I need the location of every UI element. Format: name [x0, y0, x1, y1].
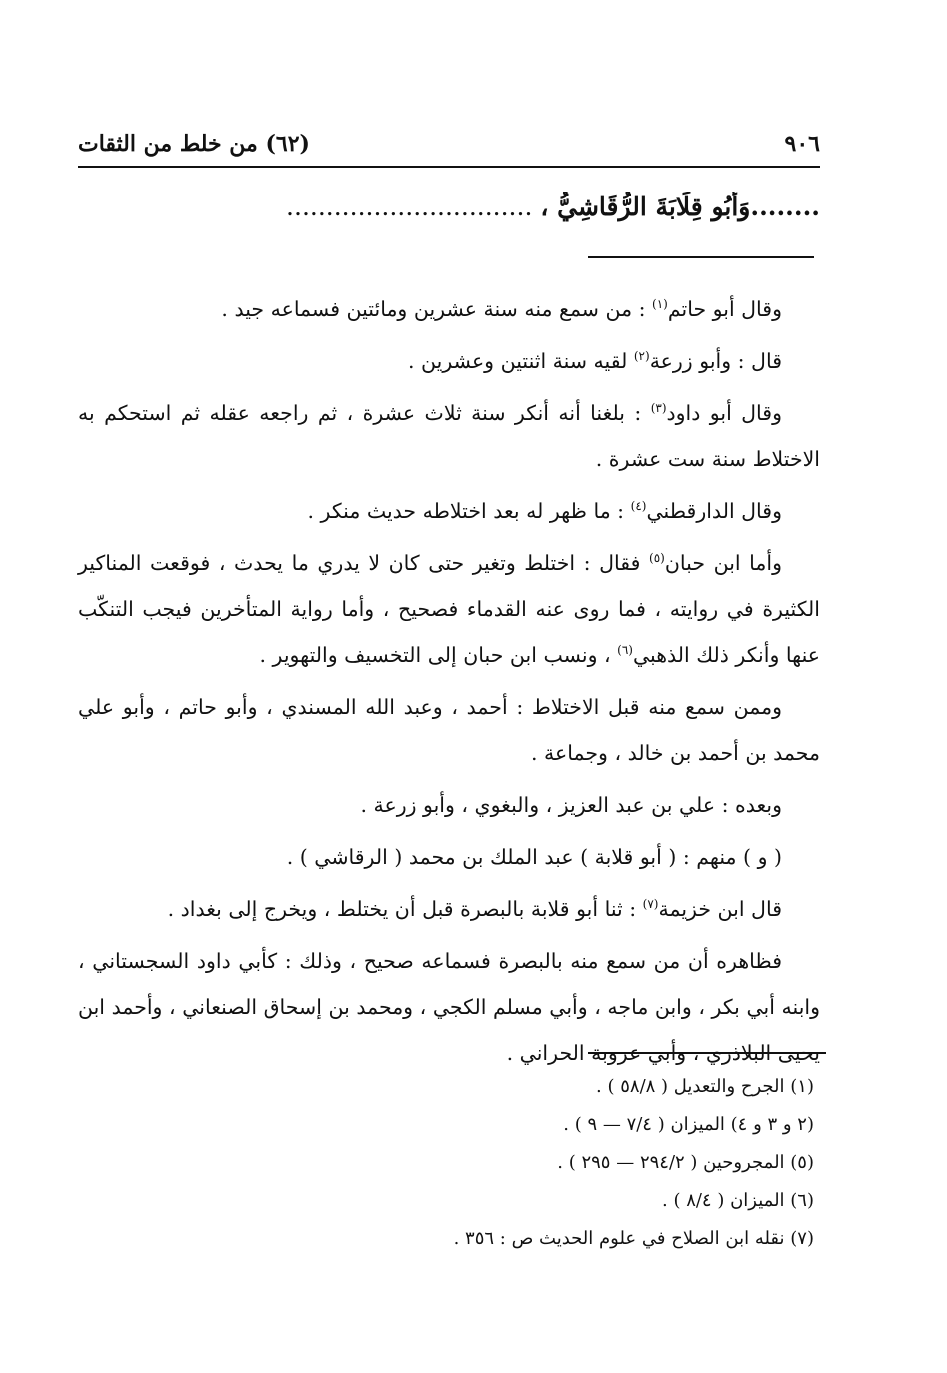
footnote-3: (٥) المجروحين ( ٢٩٤/٢ — ٢٩٥ ) .: [557, 1152, 814, 1173]
entry-heading-leading-dots: ........: [750, 192, 820, 221]
entry-heading-name: وَأَبُو قِلَابَةَ الرُّقَاشِيُّ ،: [540, 192, 751, 221]
text-run: : ثنا أبو قلابة بالبصرة قبل أن يختلط ، ويخرج إلى بغداد .: [167, 897, 643, 921]
entry-heading-trailing-dots: ...............................: [286, 192, 541, 221]
paragraph-10: [78, 938, 820, 1076]
entry-heading-underline: [588, 256, 814, 258]
text-run: قال ابن خزيمة: [658, 897, 782, 921]
header-divider: [78, 166, 820, 168]
footnote-2: (٢ و ٣ و ٤) الميزان ( ٧/٤ — ٩ ) .: [563, 1114, 814, 1135]
text-run: وبعده : علي بن عبد العزيز ، والبغوي ، وأبو زرعة .: [360, 793, 782, 817]
footnote-1: (١) الجرح والتعديل ( ٥٨/٨ ) .: [596, 1076, 814, 1097]
paragraph-7: [78, 782, 820, 828]
footnote-ref: (١): [652, 297, 668, 312]
footnote-divider: [588, 1052, 826, 1054]
paragraph-5: [78, 540, 820, 678]
paragraph-2: [78, 338, 820, 384]
entry-heading: [78, 192, 820, 236]
footnotes: [300, 1068, 814, 1258]
footnote-ref: (٧): [642, 897, 659, 912]
text-run: وقال الدارقطني: [646, 499, 782, 523]
footnote-5: (٧) نقله ابن الصلاح في علوم الحديث ص : ٣٥٦ .: [453, 1228, 814, 1249]
text-run: وقال أبو داود: [666, 401, 782, 425]
paragraph-1: [78, 286, 820, 332]
text-run: وممن سمع منه قبل الاختلاط : أحمد ، وعبد الله المسندي ، وأبو حاتم ، وأبو علي محمد بن أحمد بن خالد ، وجماعة .: [78, 695, 820, 765]
text-run: : من سمع منه سنة عشرين ومائتين فسماعه جيد .: [221, 297, 653, 321]
footnote-ref: (٦): [617, 643, 633, 658]
text-run: لقيه سنة اثنتين وعشرين .: [408, 349, 634, 373]
footnote-ref: (٢): [633, 349, 650, 364]
text-run: فقال : اختلط وتغير حتى كان لا يدري ما يحدث ، فوقعت المناكير الكثيرة في روايته ، فما روى عنه القدماء فصحيح ، وأما رواية المتأخرين فيجب التنكّب عنها وأنكر ذلك الذهبي: [78, 551, 821, 667]
text-run: وأما ابن حبان: [664, 551, 782, 575]
footnote-ref: (٤): [630, 499, 647, 514]
footnote-ref: (٣): [650, 401, 667, 416]
text-run: قال : وأبو زرعة: [649, 349, 782, 373]
paragraph-4: [78, 488, 820, 534]
footnote-4: (٦) الميزان ( ٨/٤ ) .: [662, 1190, 814, 1211]
paragraph-3: [78, 390, 820, 482]
main-text: [78, 286, 820, 1082]
running-title: (٦٢) من خلط من الثقات: [78, 131, 310, 157]
text-run: : ما ظهر له بعد اختلاطه حديث منكر .: [307, 499, 631, 523]
paragraph-6: [78, 684, 820, 776]
footnote-ref: (٥): [649, 551, 665, 566]
text-run: ( و ) منهم : ( أبو قلابة ) عبد الملك بن محمد ( الرقاشي ) .: [286, 845, 782, 869]
text-run: : بلغنا أنه أنكر سنة ثلاث عشرة ، ثم راجعه عقله ثم استحكم به الاختلاط سنة ست عشرة .: [78, 401, 820, 471]
text-run: وقال أبو حاتم: [667, 297, 782, 321]
text-run: فظاهره أن من سمع منه بالبصرة فسماعه صحيح ، وذلك : كأبي داود السجستاني ، وابنه أبي بكر ، وابن ماجه ، وأبي مسلم الكجي ، ومحمد بن إسحاق الصنعاني ، وأحمد ابن يحيى البلاذري ، وأبي عروبة الحراني .: [78, 949, 820, 1065]
text-run: ، ونسب ابن حبان إلى التخسيف والتهوير .: [259, 643, 618, 667]
page-number: ٩٠٦: [784, 131, 820, 157]
paragraph-8: [78, 834, 820, 880]
page-header: [78, 126, 820, 162]
paragraph-9: [78, 886, 820, 932]
